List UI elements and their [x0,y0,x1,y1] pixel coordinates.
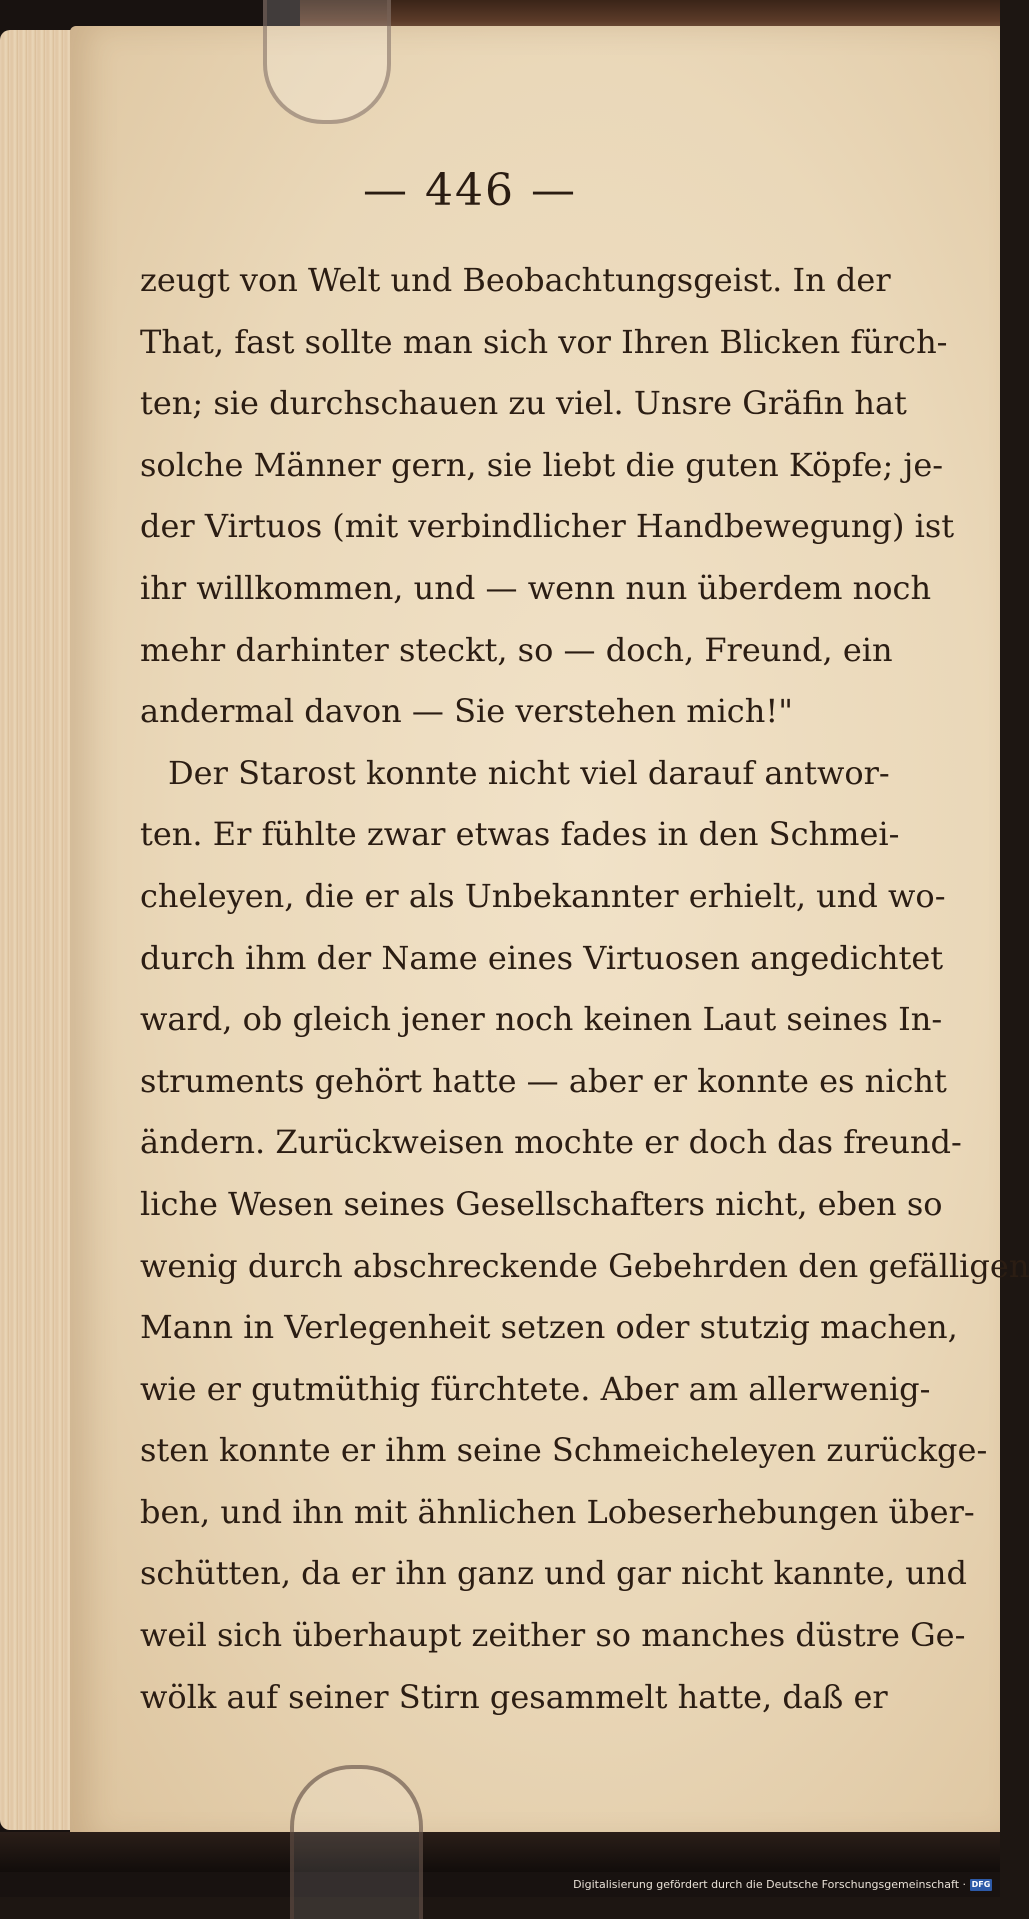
text-line: ward, ob gleich jener noch keinen Laut seines In- [140,1000,943,1039]
text-line: mehr darhinter steckt, so — doch, Freund, ein [140,630,893,669]
text-line: wölk auf seiner Stirn gesammelt hatte, daß er [140,1677,888,1716]
book-bottom-edge [0,1832,1000,1872]
text-line: ihr willkommen, und — wenn nun überdem noch [140,568,932,607]
text-line: zeugt von Welt und Beobachtungsgeist. In der [140,261,891,299]
text-line: Der Starost konnte nicht viel darauf antwor- [168,753,890,792]
text-line: Mann in Verlegenheit setzen oder stutzig machen, [140,1308,958,1347]
text-line: ändern. Zurückweisen mochte er doch das freund- [140,1123,962,1162]
credit-text: Digitalisierung gefördert durch die Deutsche Forschungsgemeinschaft · [573,1878,966,1891]
text-line: andermal davon — Sie verstehen mich!" [140,692,793,731]
text-line: ten. Er fühlte zwar etwas fades in den Schmei- [140,815,900,854]
body-text [140,250,1029,1728]
text-line: liche Wesen seines Gesellschafters nicht, eben so [140,1184,943,1223]
text-line: ben, und ihn mit ähnlichen Lobeserhebungen über- [140,1492,975,1531]
text-line: cheleyen, die er als Unbekannter erhielt, und wo- [140,876,946,915]
text-line: weil sich überhaupt zeither so manches düstre Ge- [140,1616,966,1655]
text-line: ten; sie durchschauen zu viel. Unsre Gräfin hat [140,384,907,423]
text-line: durch ihm der Name eines Virtuosen angedichtet [140,938,944,977]
page-clip-top [263,0,391,124]
digitization-credit [573,1878,992,1891]
text-line: solche Männer gern, sie liebt die guten Köpfe; je- [140,445,944,484]
text-line: sten konnte er ihm seine Schmeicheleyen zurückge- [140,1431,988,1470]
text-line: struments gehört hatte — aber er konnte es nicht [140,1061,947,1100]
text-line: schütten, da er ihn ganz und gar nicht kannte, und [140,1554,967,1593]
text-line: That, fast sollte man sich vor Ihren Blicken fürch- [140,322,948,361]
page-clip-bottom [290,1765,423,1919]
dfg-logo-icon: DFG [971,1879,991,1889]
text-line: wie er gutmüthig fürchtete. Aber am allerwenig- [140,1369,931,1408]
text-line: wenig durch abschreckende Gebehrden den gefälligen [140,1246,1029,1285]
page-number: — 446 — [363,165,577,216]
text-line: der Virtuos (mit verbindlicher Handbewegung) ist [140,507,955,546]
